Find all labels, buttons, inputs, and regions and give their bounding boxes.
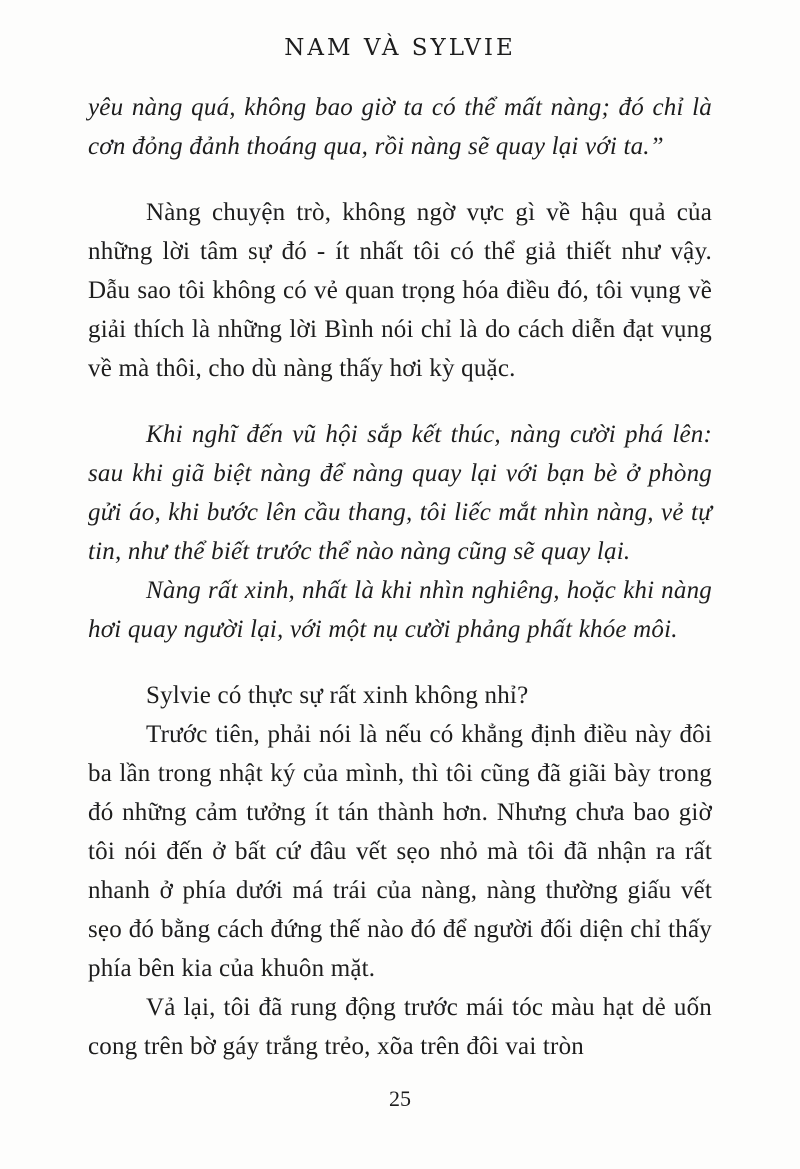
paragraph-diary-profile: Nàng rất xinh, nhất là khi nhìn nghiêng, hoặc khi nàng hơi quay người lại, với một nụ cười phảng phất khóe môi. <box>88 577 712 643</box>
paragraph-scar: Trước tiên, phải nói là nếu có khẳng định điều này đôi ba lần trong nhật ký của mình, thì tôi cũng đã giãi bày trong đó những cảm tưởng ít tán thành hơn. Nhưng chưa bao giờ tôi nói đến ở bất cứ đâu vết sẹo nhỏ mà tôi đã nhận ra rất nhanh ở phía dưới má trái của nàng, nàng thường giấu vết sẹo đó bằng cách đứng thế nào đó để người đối diện chỉ thấy phía bên kia của khuôn mặt. <box>88 721 712 982</box>
paragraph-conversation: Nàng chuyện trò, không ngờ vực gì về hậu quả của những lời tâm sự đó - ít nhất tôi có thể giả thiết như vậy. Dẫu sao tôi không có vẻ quan trọng hóa điều đó, tôi vụng về giải thích là những lời Bình nói chỉ là do cách diễn đạt vụng về mà thôi, cho dù nàng thấy hơi kỳ quặc. <box>88 199 712 382</box>
paragraph-question: Sylvie có thực sự rất xinh không nhỉ? <box>146 682 529 709</box>
page-body <box>88 88 712 1066</box>
paragraph-hair: Vả lại, tôi đã rung động trước mái tóc màu hạt dẻ uốn cong trên bờ gáy trắng trẻo, xõa trên đôi vai tròn <box>88 994 712 1060</box>
paragraph-diary-ball: Khi nghĩ đến vũ hội sắp kết thúc, nàng cười phá lên: sau khi giã biệt nàng để nàng quay lại với bạn bè ở phòng gửi áo, khi bước lên cầu thang, tôi liếc mắt nhìn nàng, vẻ tự tin, như thể biết trước thể nào nàng cũng sẽ quay lại. <box>88 421 712 565</box>
page-number: 25 <box>389 1086 411 1111</box>
running-header: NAM VÀ SYLVIE <box>284 35 516 61</box>
paragraph-quote-continuation: yêu nàng quá, không bao giờ ta có thể mất nàng; đó chỉ là cơn đỏng đảnh thoáng qua, rồi nàng sẽ quay lại với ta.” <box>88 94 712 160</box>
